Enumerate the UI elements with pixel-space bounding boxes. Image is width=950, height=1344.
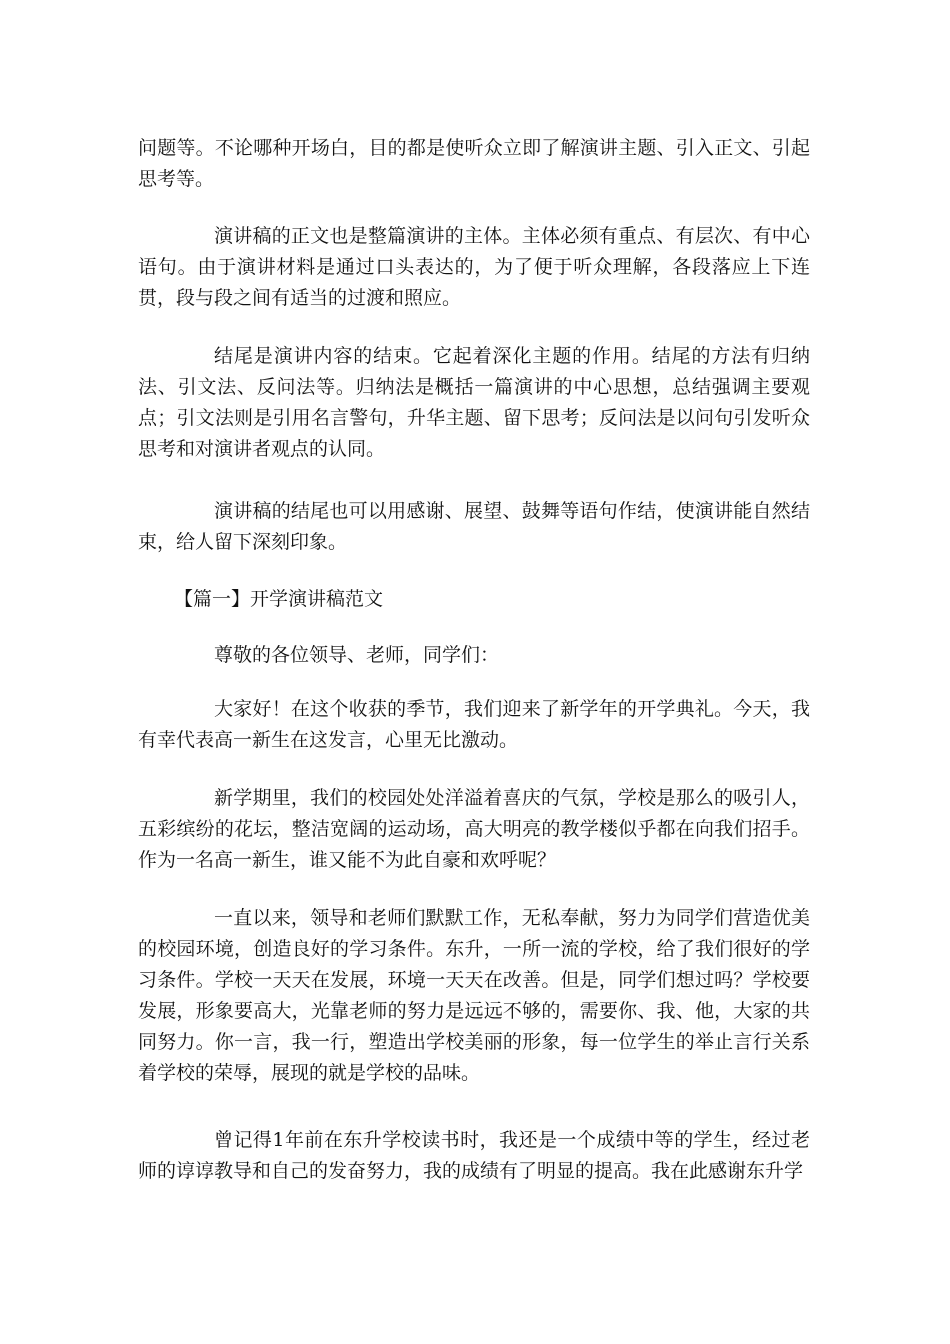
paragraph-new-semester: 新学期里，我们的校园处处洋溢着喜庆的气氛，学校是那么的吸引人，五彩缤纷的花坛，整洁宽阔的运动场，高大明亮的教学楼似乎都在向我们招手。作为一名高一新生，谁又能不为此自豪和欢呼呢？ bbox=[138, 787, 810, 871]
paragraph-ending-methods: 结尾是演讲内容的结束。它起着深化主题的作用。结尾的方法有归纳法、引文法、反问法等。归纳法是概括一篇演讲的中心思想，总结强调主要观点；引文法则是引用名言警句，升华主题、留下思考；反问法是以问句引发听众思考和对演讲者观点的认同。 bbox=[138, 345, 810, 460]
paragraph-salutation: 尊敬的各位领导、老师，同学们： bbox=[214, 644, 500, 666]
paragraph-greeting: 大家好！在这个收获的季节，我们迎来了新学年的开学典礼。今天，我有幸代表高一新生在这发言，心里无比激动。 bbox=[138, 698, 810, 751]
paragraph-body-section: 演讲稿的正文也是整篇演讲的主体。主体必须有重点、有层次、有中心语句。由于演讲材料是通过口头表达的，为了便于听众理解，各段落应上下连贯，段与段之间有适当的过渡和照应。 bbox=[138, 225, 810, 309]
paragraph-memory: 曾记得1年前在东升学校读书时，我还是一个成绩中等的学生，经过老师的谆谆教导和自己的发奋努力，我的成绩有了明显的提高。我在此感谢东升学 bbox=[138, 1129, 810, 1182]
paragraph-opening-methods: 问题等。不论哪种开场白，目的都是使听众立即了解演讲主题、引入正文、引起思考等。 bbox=[138, 137, 810, 190]
paragraph-teachers-effort: 一直以来，领导和老师们默默工作，无私奉献，努力为同学们营造优美的校园环境，创造良好的学习条件。东升，一所一流的学校，给了我们很好的学习条件。学校一天天在发展，环境一天天在改善。但是，同学们想过吗？学校要发展，形象要高大，光靠老师的努力是远远不够的，需要你、我、他，大家的共同努力。你一言，我一行，塑造出学校美丽的形象，每一位学生的举止言行关系着学校的荣辱，展现的就是学校的品味。 bbox=[138, 907, 810, 1084]
section-heading: 【篇一】开学演讲稿范文 bbox=[174, 588, 384, 610]
paragraph-ending-tips: 演讲稿的结尾也可以用感谢、展望、鼓舞等语句作结，使演讲能自然结束，给人留下深刻印象。 bbox=[138, 500, 810, 553]
